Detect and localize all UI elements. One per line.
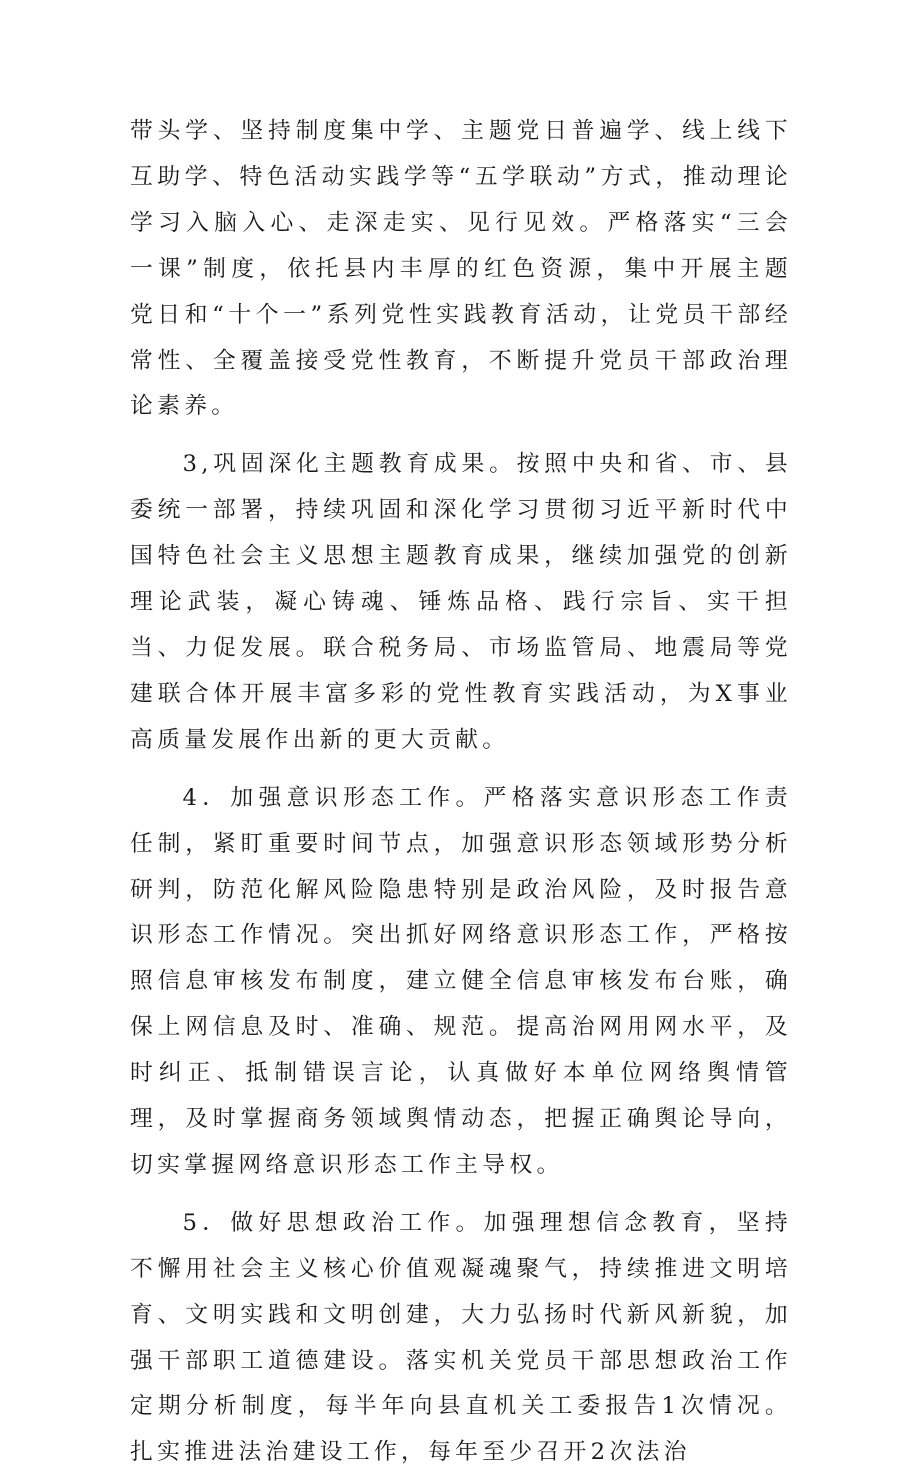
paragraph-item-4: 4．加强意识形态工作。严格落实意识形态工作责任制，紧盯重要时间节点，加强意识形态领域形势分析研判，防范化解风险隐患特别是政治风险，及时报告意识形态工作情况。突出抓好网络意识形态工作，严格按照信息审核发布制度，建立健全信息审核发布台账，确保上网信息及时、准确、规范。提高治网用网水平，及时纠正、抵制错误言论，认真做好本单位网络舆情管理，及时掌握商务领域舆情动态，把握正确舆论导向，切实掌握网络意识形态工作主导权。 [130, 784, 792, 1178]
paragraph-study-methods: 带头学、坚持制度集中学、主题党日普遍学、线上线下互助学、特色活动实践学等“五学联动”方式，推动理论学习入脑入心、走深走实、见行见效。严格落实“三会一课”制度，依托县内丰厚的红色资源，集中开展主题党日和“十个一”系列党性实践教育活动，让党员干部经常性、全覆盖接受党性教育，不断提升党员干部政治理论素养。 [130, 118, 792, 420]
paragraph-item-3: 3,巩固深化主题教育成果。按照中央和省、市、县委统一部署，持续巩固和深化学习贯彻习近平新时代中国特色社会主义思想主题教育成果，继续加强党的创新理论武装，凝心铸魂、锤炼品格、践行宗旨、实干担当、力促发展。联合税务局、市场监管局、地震局等党建联合体开展丰富多彩的党性教育实践活动，为X事业高质量发展作出新的更大贡献。 [130, 451, 792, 753]
paragraph-item-5: 5．做好思想政治工作。加强理想信念教育，坚持不懈用社会主义核心价值观凝魂聚气，持续推进文明培育、文明实践和文明创建，大力弘扬时代新风新貌，加强干部职工道德建设。落实机关党员干部思想政治工作定期分析制度，每半年向县直机关工委报告1次情况。扎实推进法治建设工作，每年至少召开2次法治 [130, 1209, 792, 1466]
